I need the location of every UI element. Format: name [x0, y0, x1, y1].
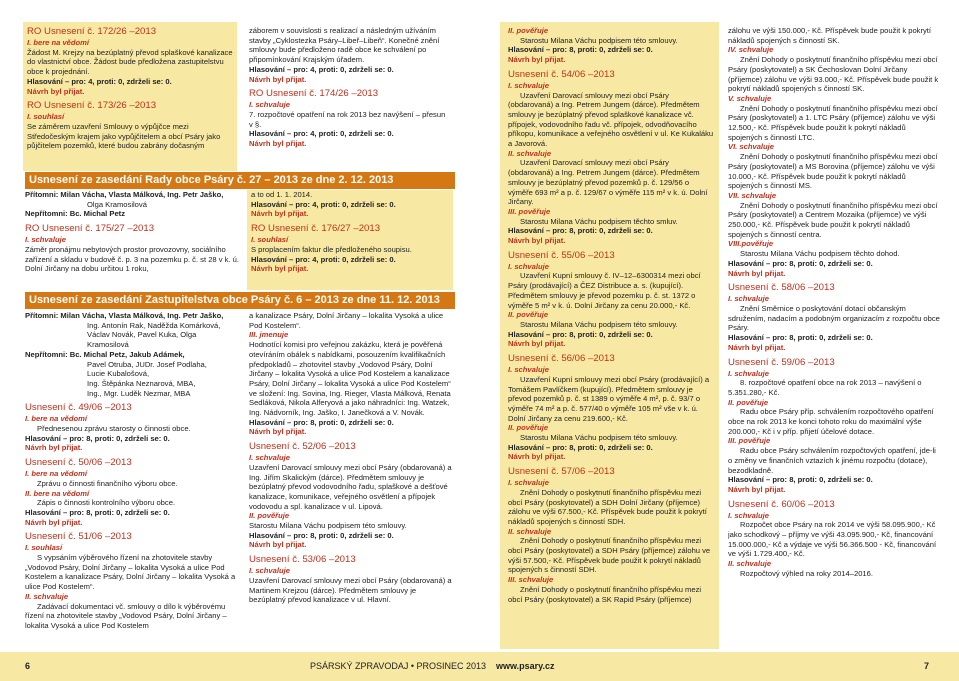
para-c1a-2: Žádost M. Krejzy na bezúplatný převod splaškové kanalizace do vlastnictví obce. Žádost bude předložena zastupitelstvu obce k projednání. — [27, 47, 233, 77]
para-c2c-5: Usnesení č. 52/06 –2013 — [249, 441, 356, 453]
para-c3-16: II. pověřuje — [508, 310, 549, 320]
para-c2c-1: III. jmenuje — [249, 330, 289, 340]
para-c2b-6: Hlasování – pro: 4, proti: 0, zdrželi se: 0. — [251, 254, 396, 264]
para-c1b-1: I. souhlasí — [27, 112, 65, 122]
para-c2b-7: Návrh byl přijat. — [251, 264, 309, 274]
para-c2c-13: I. schvaluje — [249, 566, 290, 576]
para-c4-16: Hlasování – pro: 8, proti: 0, zdrželi se: 0. — [728, 333, 873, 343]
para-c4-13: Usnesení č. 58/06 –2013 — [728, 282, 835, 294]
para-c1d-24: Zadávací dokumentaci vč. smlouvy o dílo k výběrovému řízení na zhotovitele stavby „Vodovod Psáry, Dolní Jirčany – lokalita Vysoká a ulice Pod Kostelem — [25, 601, 227, 630]
para-c4-11: Hlasování – pro: 8, proti: 0, zdrželi se: 0. — [728, 258, 873, 268]
para-c2c-0: a kanalizace Psáry, Dolní Jirčany – lokalita Vysoká a ulice Pod Kostelem“. — [249, 311, 444, 330]
para-c4-7: VII. schvaluje — [728, 190, 777, 200]
para-c1d-20: Usnesení č. 51/06 –2013 — [25, 531, 132, 543]
page-number-right: 7 — [924, 661, 930, 671]
para-c3-5: I. schvaluje — [508, 80, 549, 90]
para-c1d-21: I. souhlasí — [25, 543, 63, 553]
para-c1d-9: I. bere na vědomí — [25, 414, 88, 424]
para-c3-30: II. schvaluje — [508, 526, 552, 536]
yellow-box-top-left — [23, 22, 237, 171]
para-c4-23: III. pověřuje — [728, 436, 771, 446]
para-c3-2: Hlasování – pro: 8, proti: 0, zdrželi se: 0. — [508, 45, 653, 55]
para-c4-10: Starostu Milana Váchu podpisem těchto dohod. — [740, 249, 900, 259]
para-c4-4: Znění Dohody o poskytnutí finančního příspěvku mezi obcí Psáry (poskytovatel) a 1. LTC Psáry (příjemce) zálohu ve výši 12.500,- Kč. Příspěvek bude použit k pokrytí nákladů spojených s činností LTC. — [728, 103, 938, 142]
para-c3-21: I. schvaluje — [508, 365, 549, 375]
para-c3-0: II. pověřuje — [508, 26, 549, 35]
para-c1d-13: Usnesení č. 50/06 –2013 — [25, 457, 132, 469]
para-c1d-17: Zápis o činnosti kontrolního výboru obce. — [37, 498, 176, 508]
para-c2c-4: Návrh byl přijat. — [249, 427, 307, 437]
column-2-b — [251, 190, 449, 274]
para-c4-22: Radu obce Psáry příp. schválením rozpočtového opatření obce na rok 2013 ke konci tohoto roku do maximální výše 200.000,- Kč i v příp. přijetí účelové dotace. — [728, 407, 934, 436]
para-c4-6: Znění Dohody o poskytnutí finančního příspěvku mezi obcí Psáry (poskytovatel) a MS Borovina (příjemce) zálohu ve výši 10.000,- Kč. Příspěvek bude použit k pokrytí nákladů spojených s činností MS. — [728, 152, 938, 191]
para-c3-23: II. pověřuje — [508, 423, 549, 433]
para-c1c-3: RO Usnesení č. 175/27 –2013 — [25, 223, 155, 235]
para-c3-22: Uzavření Kupní smlouvy mezi obcí Psáry (prodávající) a Tomášem Pavlíčkem (kupující). Předmětem smlouvy je převod pozemků p. č. st 1389 o výměře 4 m², p. č. 93/7 o výměře 74 m² a p. č. 577/40 o výměře 105 m² vše v k. ú. Dolní Jirčany za cenu 219.600,- Kč. — [508, 374, 710, 423]
para-c4-2: Znění Dohody o poskytnutí finančního příspěvku mezi obcí Psáry (poskytovatel) a SK Čechoslovan Dolní Jirčany (příjemce) zálohu ve výši 93.000,- Kč. Příspěvek bude použit k pokrytí nákladů spojených s činností SK. — [728, 55, 939, 94]
para-c1c-0: Přítomni: Milan Vácha, Vlasta Málková, Ing. Petr Jaško, — [25, 190, 224, 199]
para-c1d-22: S vypsáním výběrového řízení na zhotovitele stavby „Vodovod Psáry, Dolní Jirčany – lokalita Vysoká a ulice Pod Kostelem a kanalizace Psáry, Dolní Jirčany – lokalita Vysoká a ulice Pod Kostelem“. — [25, 553, 236, 592]
para-c2b-4: I. souhlasí — [251, 235, 289, 245]
column-3 — [508, 26, 714, 604]
para-c4-29: Rozpočet obce Psáry na rok 2014 ve výši 58.095.900,- Kč jako schodkový – příjmy ve výši 43.095.900,- Kč, financování 15.000.000,- Kč a výdaje ve výši 56.366.500 - Kč, financování ve výši 1.729.400,- Kč. — [728, 520, 937, 559]
para-c3-13: Usnesení č. 55/06 –2013 — [508, 249, 615, 261]
para-c2c-10: Hlasování – pro: 8, proti: 0, zdrželi se: 0. — [249, 530, 394, 540]
para-c4-0: zálohu ve výši 150.000,- Kč. Příspěvek bude použit k pokrytí nákladů spojených s činností SK. — [728, 26, 932, 45]
para-c2c-12: Usnesení č. 53/06 –2013 — [249, 554, 356, 566]
para-c2a-7: Návrh byl přijat. — [249, 139, 307, 149]
yellow-box-mid — [247, 190, 453, 290]
para-c3-10: Starostu Milana Váchu podpisem těchto smluv. — [520, 216, 678, 226]
para-c4-14: I. schvaluje — [728, 294, 769, 304]
para-c3-25: Hlasování – pro: 8, proti: 0, zdrželi se: 0. — [508, 442, 653, 452]
para-c4-30: II. schvaluje — [728, 559, 772, 569]
para-c1c-2: Nepřítomni: Bc. Michal Petz — [25, 209, 125, 219]
para-c1d-0: Přítomni: Milan Vácha, Vlasta Málková, Ing. Petr Jaško, — [25, 311, 224, 320]
para-c3-31: Znění Dohody o poskytnutí finančního příspěvku mezi obcí Psáry (poskytovatel) a SDH Psáry (příjemce) zálohu ve výši 57.500,- Kč. Příspěvek bude použit k pokrytí nákladů spojených s činností SDH. — [508, 536, 711, 575]
para-c1d-23: II. schvaluje — [25, 591, 69, 601]
para-c2c-3: Hlasování – pro: 8, proti: 0, zdrželi se: 0. — [249, 417, 394, 427]
para-c1d-14: I. bere na vědomí — [25, 469, 88, 479]
para-c3-6: Uzavření Darovací smlouvy mezi obcí Psáry (obdarovaná) a Ing. Petrem Jungem (dárce). Předmětem smlouvy je bezúplatný převod splaškové kanalizace vč. přípojek, vodovodního řadu vč. přípojek, odvodňovacího příkopu, komunikace a veřejného osvětlení v ul. Ke Kukaláku a Javorová. — [508, 90, 714, 149]
para-c4-9: VIII.pověřuje — [728, 239, 774, 249]
para-c3-3: Návrh byl přijat. — [508, 55, 566, 65]
para-c1d-3: Nepřítomni: Bc. Michal Petz, Jakub Adámek, — [25, 349, 185, 359]
para-c2a-6: Hlasování – pro: 4, proti: 0, zdrželi se: 0. — [249, 129, 394, 139]
para-c1d-16: II. bere na vědomí — [25, 488, 90, 498]
para-c3-11: Hlasování – pro: 8, proti: 0, zdrželi se: 0. — [508, 226, 653, 236]
para-c2c-2: Hodnotící komisi pro veřejnou zakázku, která je pověřená otevíráním obálek s nabídkami, posouzením kvalifikačních předpokladů – zhotovitel stavby „Vodovod Psáry, Dolní Jirčany – lokalita Vysoká a ulice Pod Kostelem a kanalizace Psáry, Dolní Jirčany – lokalita Vysoká a ulice Pod Kostelem“ ve složení: Ing. Sovina, Ing. Rieger, Vlasta Málková, Renata Sedláková, Nikola Alferyová a jako náhradníci: Ing. Watzek, Ing. Nádvorník, Ing. Jaško, I. Janečková a V. Novák. — [249, 340, 451, 418]
para-c1d-1: Ing. Antonín Rak, Naděžda Komárková, — [87, 320, 221, 330]
para-c4-1: IV. schvaluje — [728, 45, 774, 55]
para-c1d-6: Ing. Štěpánka Neznarová, MBA, — [87, 378, 196, 388]
para-c4-5: VI. schvaluje — [728, 142, 775, 152]
para-c2b-3: RO Usnesení č. 176/27 –2013 — [251, 223, 381, 235]
para-c4-25: Hlasování – pro: 8, proti: 0, zdrželi se: 0. — [728, 475, 873, 485]
para-c3-19: Návrh byl přijat. — [508, 339, 566, 349]
para-c3-14: I. schvaluje — [508, 261, 549, 271]
magazine-title: PSÁRSKÝ ZPRAVODAJ • PROSINEC 2013 — [310, 661, 487, 671]
para-c1c-1: Olga Kramosilová — [87, 199, 147, 209]
para-c2c-14: Uzavření Darovací smlouvy mezi obcí Psáry (obdarovaná) a Martinem Krejzou (dárce). Předmětem smlouvy je bezúplatný převod kanalizace v ul. Hlavní. — [249, 575, 452, 605]
para-c1d-18: Hlasování – pro: 8, proti: 0, zdrželi se: 0. — [25, 507, 170, 517]
para-c3-17: Starostu Milana Váchu podpisem této smlouvy. — [520, 319, 678, 329]
page-number-left: 6 — [25, 661, 31, 671]
para-c4-3: V. schvaluje — [728, 93, 772, 103]
column-1-top — [27, 22, 233, 96]
para-c1d-2: Václav Novák, Pavel Kuka, Olga Kramosilová — [87, 330, 197, 350]
para-c4-31: Rozpočtový výhled na roky 2014–2016. — [740, 568, 873, 578]
para-c1d-12: Návrh byl přijat. — [25, 443, 83, 453]
para-c2b-5: S proplacením faktur dle předloženého soupisu. — [251, 244, 412, 254]
para-c1d-11: Hlasování – pro: 8, proti: 0, zdrželi se: 0. — [25, 433, 170, 443]
para-c3-26: Návrh byl přijat. — [508, 452, 566, 462]
para-c1d-7: Ing., Mgr. Luděk Nezmar, MBA — [87, 388, 191, 398]
yellow-column-3 — [500, 22, 719, 649]
para-c4-19: I. schvaluje — [728, 368, 769, 378]
para-c3-24: Starostu Milana Váchu podpisem této smlouvy. — [520, 433, 678, 443]
para-c4-20: 8. rozpočtové opatření obce na rok 2013 – navýšení o 5.351.280,- Kč. — [728, 378, 922, 397]
para-c4-12: Návrh byl přijat. — [728, 268, 786, 278]
para-c3-1: Starostu Milana Váchu podpisem této smlouvy. — [520, 35, 678, 45]
para-c1d-8: Usnesení č. 49/06 –2013 — [25, 402, 132, 414]
para-c1b-0: RO Usnesení č. 173/26 –2013 — [27, 100, 157, 112]
para-c2a-3: RO Usnesení č. 174/26 –2013 — [249, 88, 379, 100]
para-c2a-2: Návrh byl přijat. — [249, 74, 307, 84]
para-c1d-10: Přednesenou zprávu starosty o činnosti obce. — [37, 424, 191, 434]
para-c3-18: Hlasování – pro: 8, proti: 0, zdrželi se: 0. — [508, 329, 653, 339]
para-c1a-0: RO Usnesení č. 172/26 –2013 — [27, 26, 157, 37]
para-c3-7: II. schvaluje — [508, 148, 552, 158]
para-c2a-4: I. schvaluje — [249, 100, 290, 110]
para-c1a-3: Hlasování – pro: 4, proti: 0, zdrželi se: 0. — [27, 76, 172, 86]
website-link[interactable]: www.psary.cz — [496, 661, 555, 671]
para-c1a-4: Návrh byl přijat. — [27, 86, 85, 96]
assembly-banner: Usnesení ze zasedání Zastupitelstva obce Psáry č. 6 – 2013 ze dne 11. 12. 2013 — [25, 292, 455, 309]
para-c3-28: I. schvaluje — [508, 478, 549, 488]
column-2-top — [249, 26, 449, 166]
para-c1c-4: I. schvaluje — [25, 235, 66, 245]
para-c4-8: Znění Dohody o poskytnutí finančního příspěvku mezi obcí Psáry (poskytovatel) a Centrem Mozaika (příjemce) ve výši 250.000,- Kč. Příspěvek bude použit k pokrytí nákladů spojených s činností centra. — [728, 200, 938, 239]
para-c1d-19: Návrh byl přijat. — [25, 517, 83, 527]
para-c2c-9: Starostu Milana Váchu podpisem této smlouvy. — [249, 521, 407, 531]
para-c2a-5: 7. rozpočtové opatření na rok 2013 bez navýšení – přesun v §. — [249, 109, 446, 129]
column-2-c — [249, 311, 453, 649]
column-1-c — [25, 190, 239, 280]
para-c2c-7: Uzavření Darovací smlouvy mezi obcí Psáry (obdarovaná) a Ing. Jiřím Skalickým (dárce). Předmětem smlouvy je bezúplatný převod vodovodního řadu, splaškové a dešťové kanalizace, komunikace, veřejného osvětlení a přípojek vodovodu a spl. kanalizace v ul. Lipová. — [249, 462, 452, 511]
para-c2c-6: I. schvaluje — [249, 453, 290, 463]
para-c3-32: III. schvaluje — [508, 575, 554, 585]
column-1-d — [25, 311, 237, 649]
column-1-b — [27, 96, 233, 151]
council-banner: Usnesení ze zasedání Rady obce Psáry č. 27 – 2013 ze dne 2. 12. 2013 — [25, 172, 455, 189]
para-c2b-2: Návrh byl přijat. — [251, 209, 309, 219]
para-c1b-2: Se záměrem uzavření Smlouvy o výpůjčce mezi Středočeským krajem jako vypůjčitelem a obcí Psáry jako půjčitelem pozemků, které budou zabrány dočasným — [27, 121, 221, 151]
para-c3-12: Návrh byl přijat. — [508, 236, 566, 246]
para-c4-24: Radu obce Psáry schválením rozpočtových opatření, jde-li o změny ve finančních vztazích k jinému rozpočtu (dotace), bezodkladně. — [728, 446, 936, 475]
para-c2b-1: Hlasování – pro: 4, proti: 0, zdrželi se: 0. — [251, 199, 396, 209]
para-c2a-1: Hlasování – pro: 4, proti: 0, zdrželi se: 0. — [249, 64, 394, 74]
para-c1d-5: Lucie Kubalošová, — [87, 369, 150, 379]
para-c2b-0: a to od 1. 1. 2014. — [251, 190, 313, 199]
para-c3-9: III. pověřuje — [508, 206, 551, 216]
para-c1c-5: Záměr pronájmu nebytových prostor provozovny, sociálního zařízení a skladu v budově č. p. 3 na pozemku p. č. st 28 v k. ú. Dolní Jirčany na dobu určitou 1 roku, — [25, 244, 239, 274]
para-c1d-4: Pavel Otruba, JUDr. Josef Podlaha, — [87, 359, 207, 369]
para-c4-18: Usnesení č. 59/06 –2013 — [728, 356, 835, 368]
para-c2c-8: II. pověřuje — [249, 511, 290, 521]
para-c4-27: Usnesení č. 60/06 –2013 — [728, 498, 835, 510]
column-4 — [728, 26, 940, 649]
para-c3-29: Znění Dohody o poskytnutí finančního příspěvku mezi obcí Psáry (poskytovatel) a SDH Dolní Jirčany (příjemce) zálohu ve výši 67.500,- Kč. Příspěvek bude použit k pokrytí nákladů spojených s činností SDH. — [508, 487, 707, 526]
para-c4-28: I. schvaluje — [728, 510, 769, 520]
para-c4-17: Návrh byl přijat. — [728, 342, 786, 352]
para-c3-27: Usnesení č. 57/06 –2013 — [508, 466, 615, 478]
para-c1a-1: I. bere na vědomí — [27, 38, 90, 47]
para-c3-20: Usnesení č. 56/06 –2013 — [508, 353, 615, 365]
para-c2a-0: záborem v souvislosti s realizací a následným užíváním stavby „Cyklostezka Psáry–Libeř–Libeň“. Konečné znění smlouvy bude předloženo radě obce ke schválení po připomínkování Krajským úřadem. — [249, 26, 440, 65]
para-c3-33: Znění Dohody o poskytnutí finančního příspěvku mezi obcí Psáry (poskytovatel) a SK Rapid Psáry (příjemce) — [508, 584, 702, 604]
para-c1d-15: Zprávu o činnosti finančního výboru obce. — [37, 478, 178, 488]
para-c3-15: Uzavření Kupní smlouvy č. IV–12–6300314 mezi obcí Psáry (prodávající) a ČEZ Distribuce a. s. (kupující). Předmětem smlouvy je převod pozemku p. č. st. 1372 o výměře 5 m² v k. ú. Dolní Jirčany za cenu 20.000,- Kč. — [508, 271, 701, 310]
para-c4-15: Znění Směrnice o poskytování dotací občanským sdružením, nadacím a podobným organizacím z rozpočtu obce Psáry. — [728, 303, 940, 333]
para-c3-4: Usnesení č. 54/06 –2013 — [508, 68, 615, 80]
para-c4-21: II. pověřuje — [728, 397, 769, 407]
page-footer — [0, 652, 959, 681]
para-c2c-11: Návrh byl přijat. — [249, 540, 307, 550]
para-c3-8: Uzavření Darovací smlouvy mezi obcí Psáry (obdarovaná) a Ing. Petrem Jungem (dárce). Předmětem smlouvy je bezúplatný převod pozemků p. č. 129/56 o výměře 693 m² a p. č. 129/67 o výměře 115 m² v k. ú. Dolní Jirčany. — [508, 158, 708, 207]
para-c4-26: Návrh byl přijat. — [728, 484, 786, 494]
